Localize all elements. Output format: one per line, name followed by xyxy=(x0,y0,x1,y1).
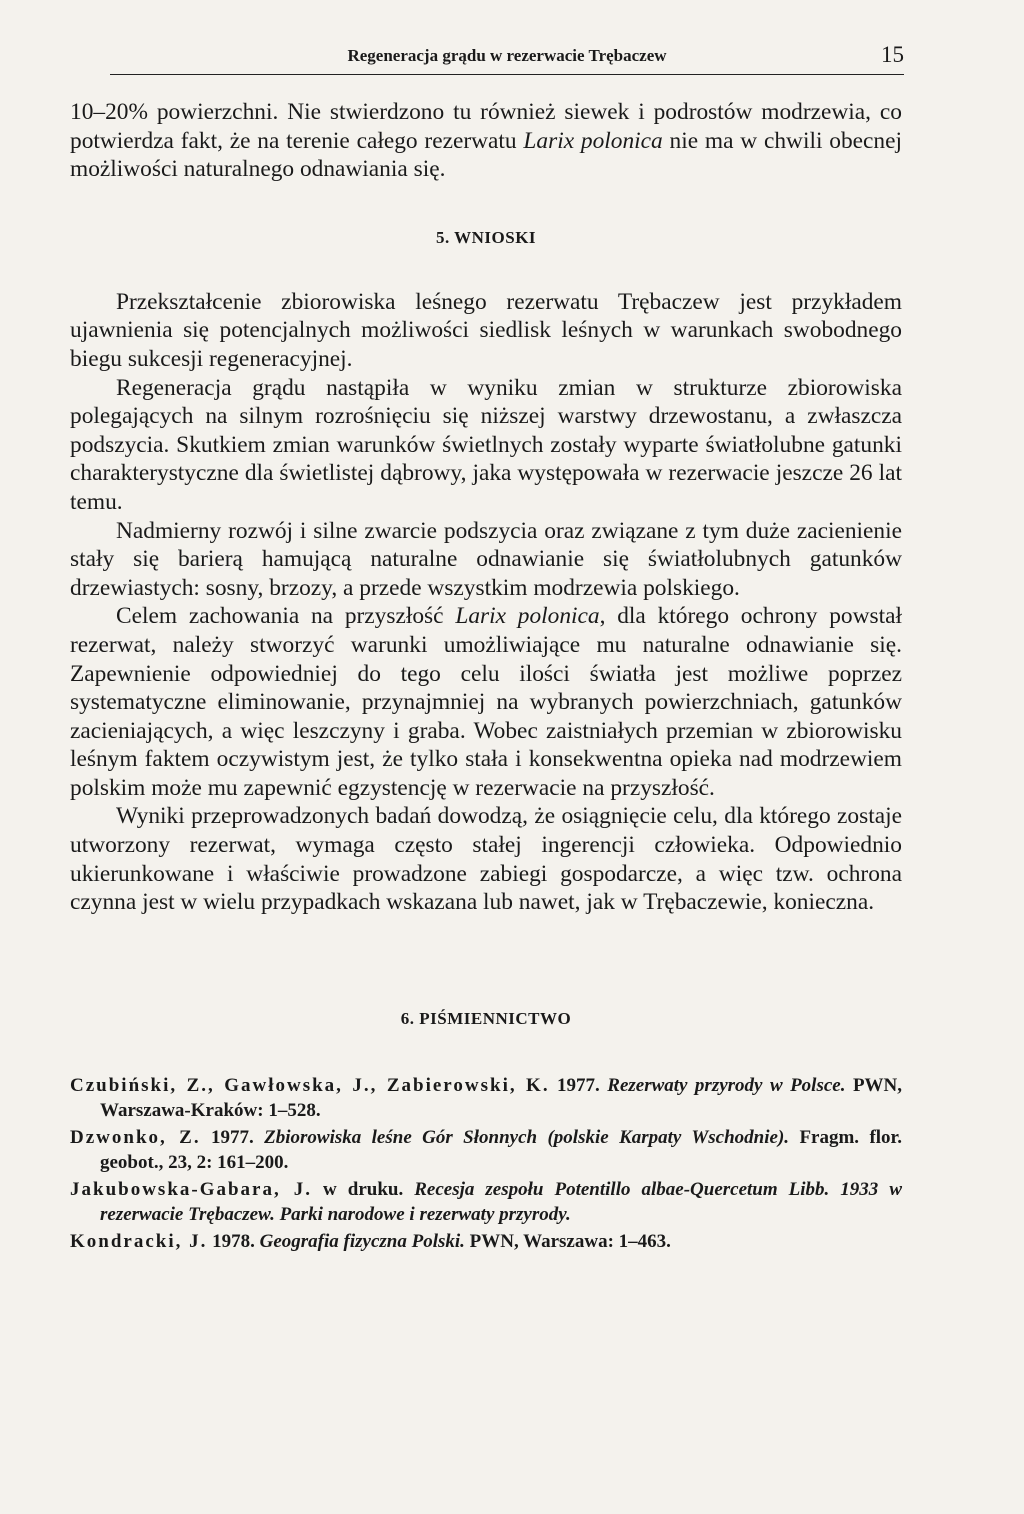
intro-paragraph xyxy=(70,98,902,184)
reference-authors: Dzwonko, Z. xyxy=(70,1126,201,1148)
reference-authors: Czubiński, Z., Gawłowska, J., Zabierowski, K. xyxy=(70,1074,550,1096)
reference-list xyxy=(70,1073,902,1255)
reference-authors: Jakubowska-Gabara, J. xyxy=(70,1178,313,1200)
running-title: Regeneracja grądu w rezerwacie Trębaczew xyxy=(347,46,667,65)
conclusions-paragraph-1: Przekształcenie zbiorowiska leśnego rezerwatu Trębaczew jest przykładem ujawnienia się potencjalnych możliwości siedlisk leśnych w warunkach swobodnego biegu sukcesji regeneracyjnej. xyxy=(70,288,902,372)
body-text xyxy=(70,98,902,1255)
reference-item xyxy=(70,1073,902,1124)
p4-text-b: , dla którego ochrony powstał rezerwat, należy stworzyć warunki umożliwiające mu naturalne odnawianie się. Zapewnienie odpowiedniej do tego celu ilości światła jest możliwe poprzez systematyczne eliminowanie, przynajmniej na wybranych powierzchniach, gatunków zacieniających, a więc leszczyny i graba. Wobec zaistniałych przemian w zbiorowisku leśnym faktem oczywistym jest, że tylko stała i konsekwentna opieka nad modrzewiem polskim może mu zapewnić egzystencję w rezerwacie na przyszłość. xyxy=(70,603,902,801)
running-header xyxy=(110,40,904,75)
reference-item xyxy=(70,1229,902,1255)
reference-title: Rezerwaty przyrody w Polsce. xyxy=(607,1074,846,1096)
reference-title: Zbiorowiska leśne Gór Słonnych (polskie Karpaty Wschodnie). xyxy=(264,1126,790,1148)
intro-text-a: 10–20% powierzchni. Nie stwierdzono tu również siewek i podrostów modrzewia, co potwierdza fakt, że na terenie całego rezerwatu xyxy=(70,99,902,154)
p4-text-a: Celem zachowania na przyszłość xyxy=(116,603,456,630)
reference-item xyxy=(70,1125,902,1176)
page-number: 15 xyxy=(881,42,904,67)
reference-year: 1977. xyxy=(549,1074,608,1096)
reference-title: Recesja zespołu Potentillo albae-Quercetum Libb. 1933 w rezerwacie Trębaczew. Parki narodowe i rezerwaty przyrody. xyxy=(100,1178,902,1226)
section-heading-wnioski: 5. WNIOSKI xyxy=(435,227,537,247)
reference-authors: Kondracki, J. xyxy=(70,1230,208,1252)
p4-species-name: Larix polonica xyxy=(455,603,600,630)
conclusions-paragraph-3: Nadmierny rozwój i silne zwarcie podszycia oraz związane z tym duże zacienienie stały się barierą hamującą naturalne odnawianie się światłolubnych gatunków drzewiastych: sosny, brzozy, a przede wszystkim modrzewia polskiego. xyxy=(70,517,902,601)
reference-title: Geografia fizyczna Polski. xyxy=(259,1230,465,1252)
reference-publisher: PWN, Warszawa: 1–463. xyxy=(464,1230,671,1252)
reference-publisher: Fragm. flor. geobot., 23, 2: 161–200. xyxy=(100,1126,902,1174)
reference-year: 1977. xyxy=(200,1126,265,1148)
reference-publisher: PWN, Warszawa-Kraków: 1–528. xyxy=(100,1074,903,1122)
section-heading-bibliography: 6. PIŚMIENNICTWO xyxy=(400,1008,572,1028)
conclusions-paragraph-4 xyxy=(70,602,902,802)
intro-text-b: nie ma w chwili obecnej możliwości naturalnego odnawiania się. xyxy=(70,127,902,183)
reference-year: 1978. xyxy=(207,1230,260,1252)
reference-item xyxy=(70,1177,902,1228)
intro-species-name: Larix polonica xyxy=(523,127,663,154)
conclusions-paragraph-2: Regeneracja grądu nastąpiła w wyniku zmian w strukturze zbiorowiska polegających na silnym rozrośnięciu się niższej warstwy drzewostanu, a zwłaszcza podszycia. Skutkiem zmian warunków świetlnych zostały wyparte światłolubne gatunki charakterystyczne dla świetlistej dąbrowy, jaka występowała w rezerwacie jeszcze 26 lat temu. xyxy=(70,374,902,515)
conclusions-paragraph-5: Wyniki przeprowadzonych badań dowodzą, że osiągnięcie celu, dla którego zostaje utworzony rezerwat, wymaga często stałej ingerencji człowieka. Odpowiednio ukierunkowane i właściwie prowadzone zabiegi gospodarcze, a więc tzw. ochrona czynna jest w wielu przypadkach wskazana lub nawet, jak w Trębaczewie, konieczna. xyxy=(70,803,902,916)
reference-year: w druku. xyxy=(312,1178,415,1200)
